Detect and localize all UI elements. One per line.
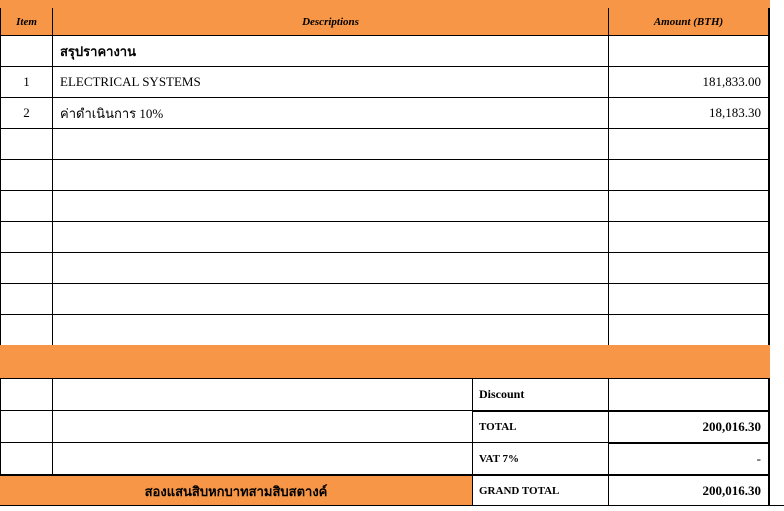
- vat-value: -: [608, 442, 770, 474]
- row-amount: 181,833.00: [608, 66, 770, 97]
- row-amount: [608, 35, 770, 66]
- row-item-number: 2: [0, 97, 52, 128]
- row-description: ELECTRICAL SYSTEMS: [52, 66, 608, 97]
- vat-label: VAT 7%: [472, 442, 608, 474]
- row-amount: [608, 159, 770, 190]
- row-item-number: [0, 314, 52, 345]
- row-amount: [608, 283, 770, 314]
- row-amount: [608, 314, 770, 345]
- header-item: Item: [0, 8, 52, 35]
- row-item-number: [0, 283, 52, 314]
- row-amount: [608, 190, 770, 221]
- summary-item-cell: [0, 378, 52, 410]
- header-amount: Amount (BTH): [608, 8, 770, 35]
- row-description: [52, 190, 608, 221]
- row-amount: [608, 221, 770, 252]
- row-item-number: [0, 35, 52, 66]
- row-description: [52, 159, 608, 190]
- summary-desc-cell: [52, 410, 472, 442]
- row-description: ค่าดำเนินการ 10%: [52, 97, 608, 128]
- summary-desc-cell: [52, 378, 472, 410]
- total-label: TOTAL: [472, 410, 608, 442]
- row-item-number: [0, 252, 52, 283]
- row-item-number: [0, 190, 52, 221]
- row-amount: [608, 252, 770, 283]
- total-value: 200,016.30: [608, 410, 770, 442]
- row-description: สรุปราคางาน: [52, 35, 608, 66]
- grand-total-label: GRAND TOTAL: [472, 474, 608, 506]
- discount-value: [608, 378, 770, 410]
- header-descriptions: Descriptions: [52, 8, 608, 35]
- row-amount: [608, 128, 770, 159]
- discount-label: Discount: [472, 378, 608, 410]
- row-item-number: 1: [0, 66, 52, 97]
- row-description: [52, 128, 608, 159]
- row-description: [52, 252, 608, 283]
- summary-item-cell: [0, 410, 52, 442]
- next-row-edge: [0, 505, 784, 511]
- amount-in-words: สองแสนสิบหกบาทสามสิบสตางค์: [0, 474, 472, 506]
- grand-total-value: 200,016.30: [608, 474, 770, 506]
- row-item-number: [0, 221, 52, 252]
- row-item-number: [0, 128, 52, 159]
- row-description: [52, 283, 608, 314]
- row-description: [52, 221, 608, 252]
- row-description: [52, 314, 608, 345]
- row-amount: 18,183.30: [608, 97, 770, 128]
- summary-desc-cell: [52, 442, 472, 474]
- row-item-number: [0, 159, 52, 190]
- summary-item-cell: [0, 442, 52, 474]
